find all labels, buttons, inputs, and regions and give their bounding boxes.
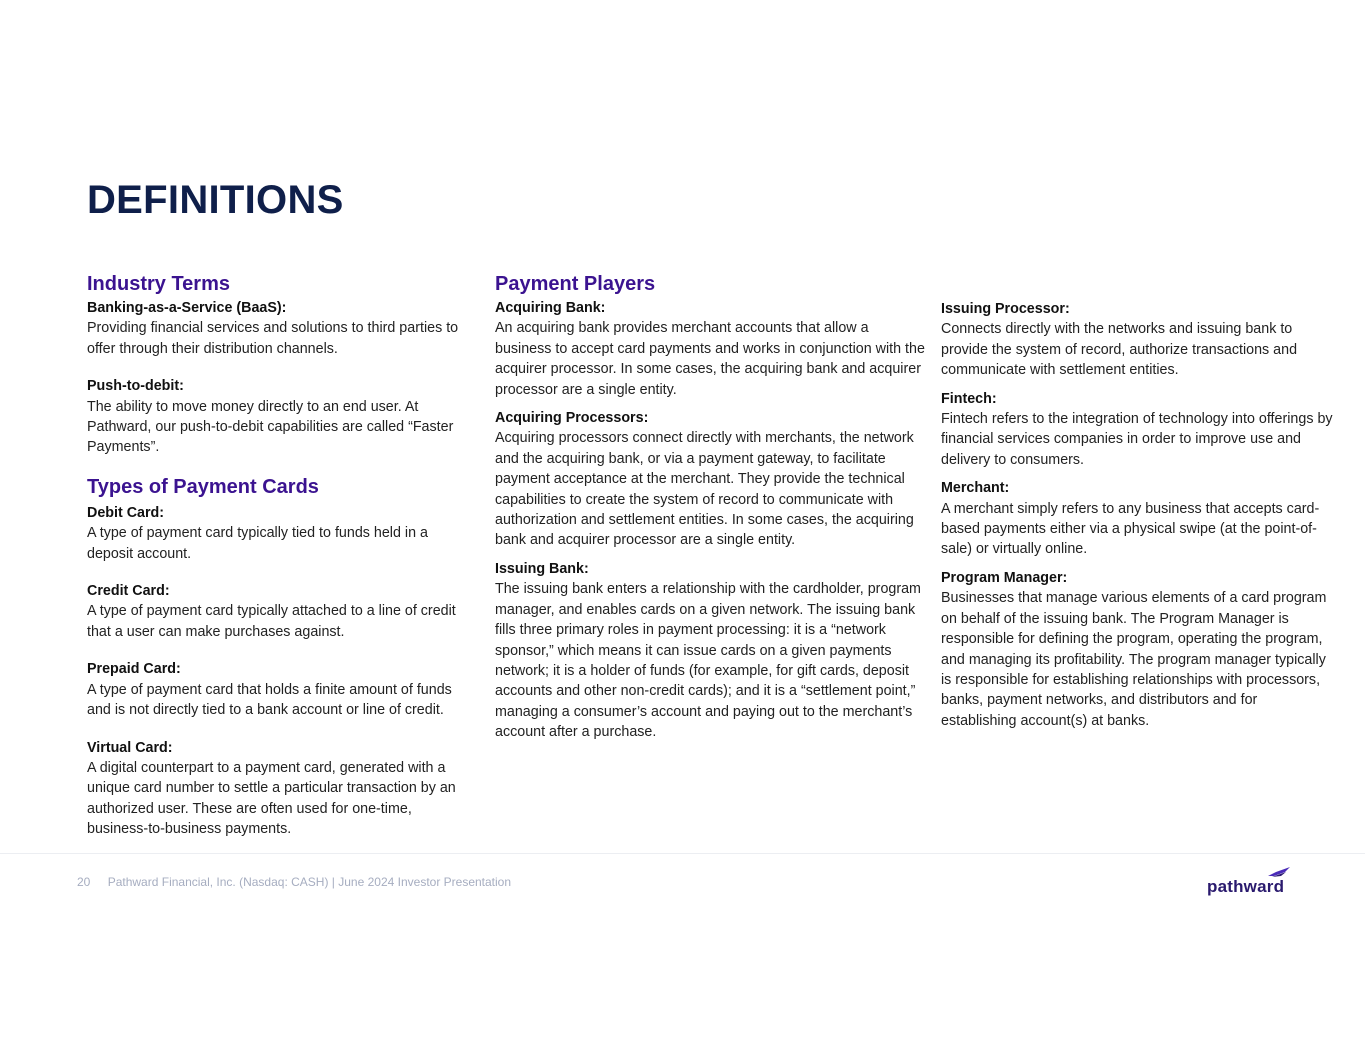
term-definition: A type of payment card typically tied to funds held in a deposit account. xyxy=(87,525,428,562)
industry-terms-heading: Industry Terms xyxy=(87,273,230,295)
term-label: Issuing Processor: xyxy=(941,301,1070,317)
term-label: Program Manager: xyxy=(941,569,1068,586)
term-definition: Businesses that manage various elements of a card program on behalf of the issuing bank. The Program Manager is responsible for defining the program, operating the program, and managing its profitability. The program manager typically is responsible for establishing relationships with processors, banks, payment networks, and distributors and for establishing account(s) at banks. xyxy=(941,590,1327,729)
definition-merchant xyxy=(941,478,1336,560)
term-label: Acquiring Bank: xyxy=(495,300,606,316)
definition-acquiring-processors xyxy=(495,408,927,551)
definition-baas xyxy=(87,298,472,359)
term-label: Acquiring Processors: xyxy=(495,410,649,427)
page-number: 20 xyxy=(77,875,91,889)
term-definition: An acquiring bank provides merchant accounts that allow a business to accept card payments and works in conjunction with the acquirer processor. In some cases, the acquiring bank and acquirer processor are a single entity. xyxy=(495,320,925,398)
definition-credit-card xyxy=(87,581,472,642)
term-definition: A merchant simply refers to any business that accepts card-based payments either via a physical swipe (at the point-of-sale) or virtually online. xyxy=(941,500,1320,558)
definition-debit-card xyxy=(87,503,472,564)
term-label: Fintech: xyxy=(941,390,997,407)
payment-players-heading: Payment Players xyxy=(495,273,656,295)
term-definition: Connects directly with the networks and issuing bank to provide the system of record, authorize transactions and communicate with settlement entities. xyxy=(941,321,1298,379)
term-label: Debit Card: xyxy=(87,504,165,521)
term-definition: Fintech refers to the integration of technology into offerings by financial services companies in order to improve use and delivery to consumers. xyxy=(941,411,1333,468)
page-title: DEFINITIONS xyxy=(87,178,344,222)
payment-players-continued-column xyxy=(941,299,1336,739)
term-label: Merchant: xyxy=(941,480,1010,497)
term-label: Prepaid Card: xyxy=(87,661,181,678)
definition-fintech xyxy=(941,389,1336,471)
term-label: Banking-as-a-Service (BaaS): xyxy=(87,300,287,316)
term-definition: The ability to move money directly to an end user. At Pathward, our push-to-debit capabilities are called “Faster Payments”. xyxy=(87,398,454,456)
definition-issuing-bank xyxy=(495,559,927,743)
term-label: Virtual Card: xyxy=(87,739,173,756)
term-label: Credit Card: xyxy=(87,583,170,600)
term-label: Issuing Bank: xyxy=(495,560,589,577)
definition-acquiring-bank xyxy=(495,298,927,400)
term-definition: A digital counterpart to a payment card, generated with a unique card number to settle a particular transaction by an authorized user. These are often used for one-time, business-to-business payments. xyxy=(87,759,456,838)
term-definition: Acquiring processors connect directly with merchants, the network and the acquiring bank, or via a payment gateway, to facilitate payment acceptance at the merchant. They provide the technical capabilities to create the system of record to communicate with authorization and settlement entities. In some cases, the acquiring bank and acquirer processor are a single entity. xyxy=(495,430,914,549)
term-definition: The issuing bank enters a relationship with the cardholder, program manager, and enables cards on a given network. The issuing bank fills three primary roles in payment processing: it is a “network sponsor,” which means it can issue cards on a given payments network; it is a holder of funds (for example, for gift cards, deposit accounts and other non-credit cards); and it is a “settlement point,” managing a consumer’s account and paying out to the merchant’s account after a purchase. xyxy=(495,581,921,741)
footer xyxy=(77,875,511,889)
definition-prepaid-card xyxy=(87,659,472,720)
term-definition: A type of payment card that holds a finite amount of funds and is not directly tied to a bank account or line of credit. xyxy=(87,681,452,719)
term-label: Push-to-debit: xyxy=(87,378,184,395)
definition-virtual-card xyxy=(87,738,472,840)
industry-terms-column xyxy=(87,272,472,840)
definition-program-manager xyxy=(941,568,1336,731)
logo-wordmark: pathward xyxy=(1207,877,1285,896)
term-definition: A type of payment card typically attached to a line of credit that a user can make purchases against. xyxy=(87,603,456,640)
pathward-logo xyxy=(1206,866,1296,902)
definition-push-to-debit xyxy=(87,376,472,458)
term-definition: Providing financial services and solutions to third parties to offer through their distribution channels. xyxy=(87,320,459,357)
definition-issuing-processor xyxy=(941,299,1336,381)
payment-players-column xyxy=(495,272,927,751)
footer-text: Pathward Financial, Inc. (Nasdaq: CASH) | June 2024 Investor Presentation xyxy=(107,875,512,889)
footer-divider xyxy=(0,853,1365,854)
payment-cards-heading: Types of Payment Cards xyxy=(87,475,319,498)
